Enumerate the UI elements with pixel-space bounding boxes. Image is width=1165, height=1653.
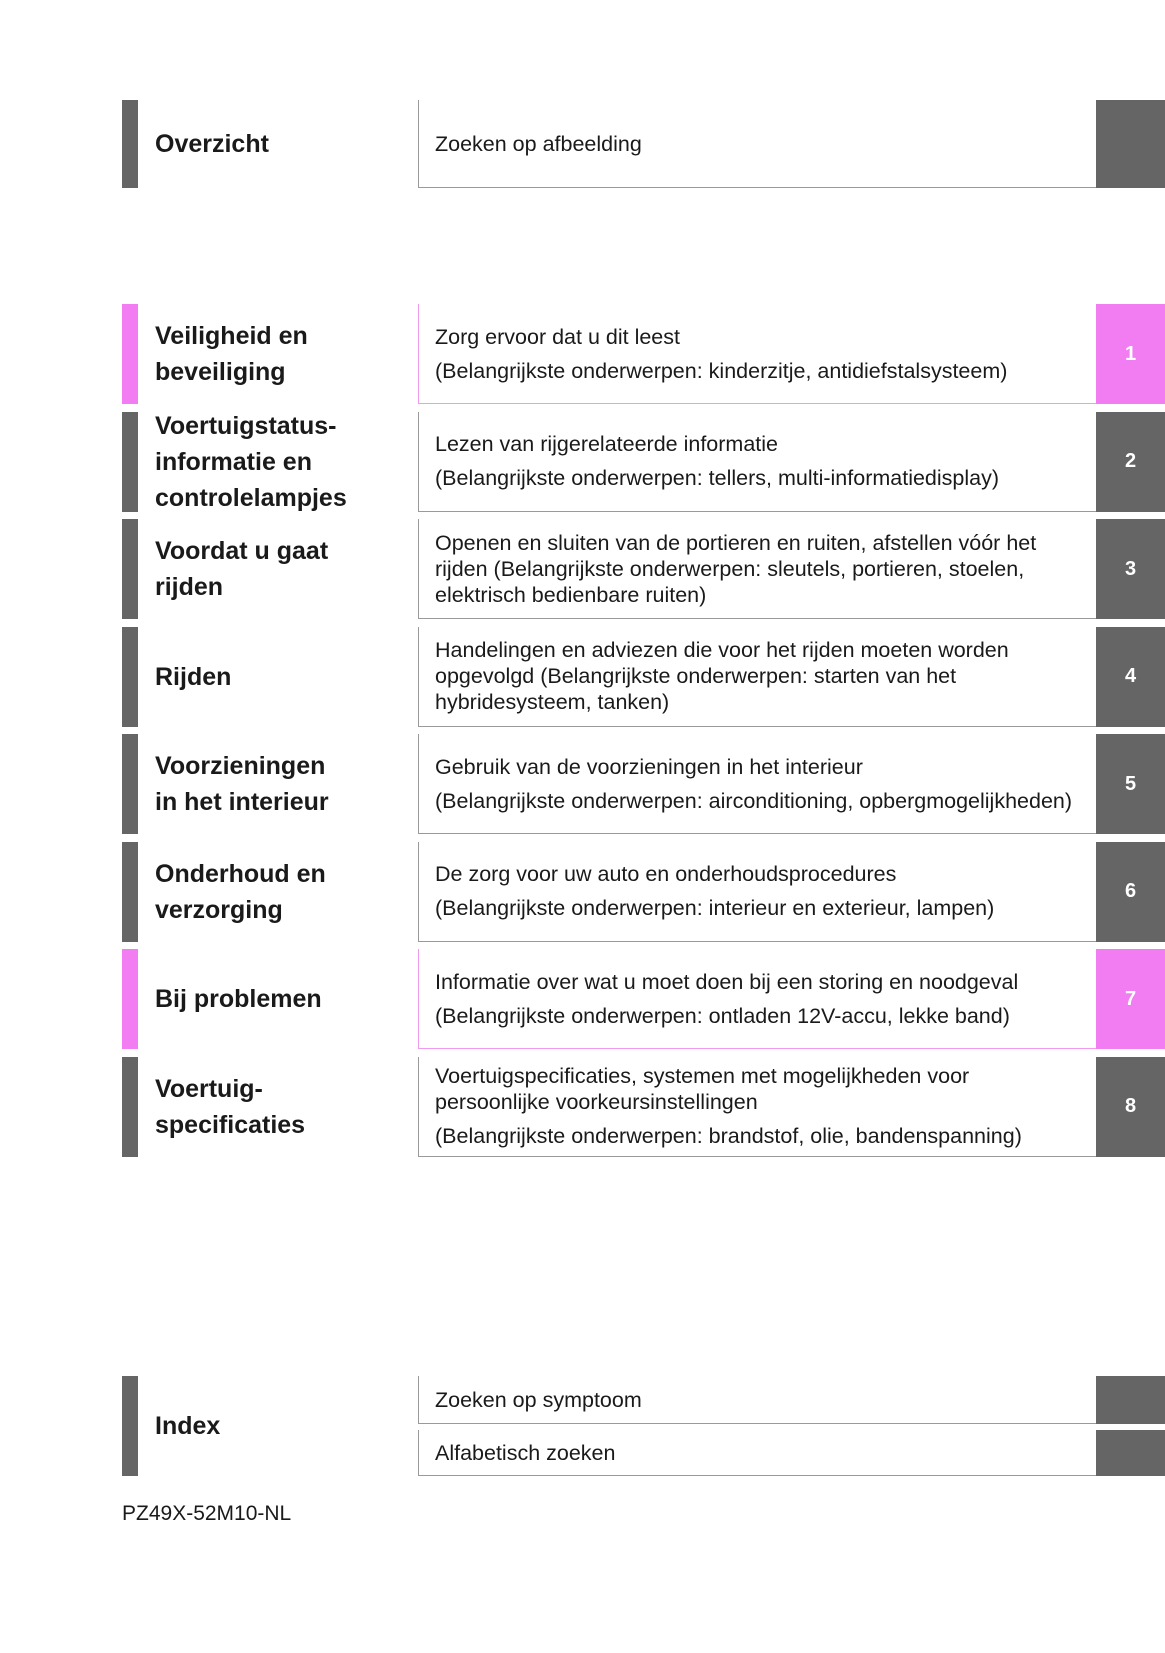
chapter-title-line: controlelampjes <box>155 483 347 512</box>
chapter-left-bar <box>122 627 138 727</box>
chapter-description-main: Lezen van rijgerelateerde informatie <box>435 432 779 456</box>
chapter-title-lines <box>155 408 347 516</box>
chapter-title-lines <box>155 318 308 390</box>
chapter-description-main: Openen en sluiten van de portieren en ruiten, afstellen vóór het rijden (Belangrijkste onderwerpen: sleutels, portieren, stoelen, elektrisch bedienbare ruiten) <box>435 530 1037 607</box>
chapter-tab-5[interactable]: 5 <box>1096 734 1165 834</box>
index-title: Index <box>155 1412 221 1440</box>
index-row <box>0 1376 1165 1476</box>
chapter-title[interactable] <box>155 949 405 1049</box>
overview-row[interactable] <box>0 100 1165 188</box>
chapter-row-6[interactable] <box>0 842 1165 942</box>
chapter-title-line: Voertuig- <box>155 1074 263 1103</box>
chapter-description-topics: (Belangrijkste onderwerpen: ontladen 12V-accu, lekke band) <box>435 1003 1010 1028</box>
chapter-left-bar <box>122 519 138 619</box>
chapter-description-main: Zorg ervoor dat u dit leest <box>435 324 680 349</box>
index-left-bar <box>122 1376 138 1476</box>
chapter-tab-4[interactable]: 4 <box>1096 627 1165 727</box>
chapter-title[interactable] <box>155 412 405 512</box>
chapter-description[interactable] <box>418 1057 1096 1157</box>
chapter-title-line: Onderhoud en <box>155 859 326 888</box>
chapter-title[interactable] <box>155 1057 405 1157</box>
index-item-symptom-tab[interactable] <box>1096 1376 1165 1424</box>
chapter-row-8[interactable] <box>0 1057 1165 1157</box>
chapter-row-4[interactable] <box>0 627 1165 727</box>
chapter-description-main: Voertuigspecificaties, systemen met mogelijkheden voor persoonlijke voorkeursinstellingen <box>435 1064 970 1114</box>
overview-tab[interactable] <box>1096 100 1165 188</box>
chapter-tab-8[interactable]: 8 <box>1096 1057 1165 1157</box>
chapter-description-main: Handelingen en adviezen die voor het rijden moeten worden opgevolgd (Belangrijkste onderwerpen: starten van het hybridesysteem, tanken) <box>435 638 1009 714</box>
chapter-title-line: Voertuigstatus- <box>155 411 337 440</box>
document-code: PZ49X-52M10-NL <box>122 1502 292 1525</box>
chapter-title-line: specificaties <box>155 1110 306 1139</box>
chapter-row-3[interactable] <box>0 519 1165 619</box>
overview-description-text: Zoeken op afbeelding <box>435 131 642 156</box>
overview-title: Overzicht <box>155 130 269 158</box>
overview-left-bar <box>122 100 138 188</box>
chapter-description-topics: (Belangrijkste onderwerpen: interieur en exterieur, lampen) <box>435 896 995 920</box>
chapter-title-line: Veiligheid en <box>155 322 308 350</box>
chapter-description-main: Gebruik van de voorzieningen in het interieur <box>435 754 863 779</box>
chapter-title-lines <box>155 748 329 820</box>
chapter-row-5[interactable] <box>0 734 1165 834</box>
index-item-symptom-label: Zoeken op symptoom <box>435 1387 642 1412</box>
chapter-left-bar <box>122 949 138 1049</box>
chapter-title[interactable] <box>155 627 405 727</box>
index-item-alphabetic-tab[interactable] <box>1096 1430 1165 1476</box>
chapter-tab-2[interactable]: 2 <box>1096 412 1165 512</box>
index-item-alphabetic-cell[interactable] <box>418 1430 1096 1476</box>
chapter-description-topics: (Belangrijkste onderwerpen: brandstof, olie, bandenspanning) <box>435 1124 1022 1148</box>
chapter-description[interactable] <box>418 627 1096 727</box>
chapter-description[interactable] <box>418 949 1096 1049</box>
chapter-title-line: Voordat u gaat <box>155 537 329 565</box>
index-item-symptom[interactable] <box>418 1376 1165 1424</box>
chapter-title-lines <box>155 659 231 695</box>
chapter-title-line: beveiliging <box>155 358 286 386</box>
chapter-title[interactable] <box>155 304 405 404</box>
chapter-description-topics: (Belangrijkste onderwerpen: airconditioning, opbergmogelijkheden) <box>435 788 1073 813</box>
chapter-description-main: Informatie over wat u moet doen bij een storing en noodgeval <box>435 969 1019 994</box>
overview-description[interactable] <box>418 100 1096 188</box>
chapter-left-bar <box>122 304 138 404</box>
chapter-description[interactable] <box>418 519 1096 619</box>
chapter-description[interactable] <box>418 842 1096 942</box>
index-item-symptom-cell[interactable] <box>418 1376 1096 1424</box>
chapter-row-2[interactable] <box>0 412 1165 512</box>
chapter-title-lines <box>155 856 326 928</box>
chapter-description[interactable] <box>418 304 1096 404</box>
chapter-description[interactable] <box>418 412 1096 512</box>
chapter-left-bar <box>122 842 138 942</box>
chapter-description-topics: (Belangrijkste onderwerpen: kinderzitje, antidiefstalsysteem) <box>435 358 1008 383</box>
chapter-left-bar <box>122 1057 138 1157</box>
chapter-row-1[interactable] <box>0 304 1165 404</box>
chapter-title-line: Bij problemen <box>155 985 322 1013</box>
chapter-left-bar <box>122 734 138 834</box>
chapter-title[interactable] <box>155 734 405 834</box>
chapter-description-main: De zorg voor uw auto en onderhoudsprocedures <box>435 862 897 886</box>
chapter-title[interactable] <box>155 519 405 619</box>
chapter-tab-1[interactable]: 1 <box>1096 304 1165 404</box>
chapter-title-line: in het interieur <box>155 788 329 816</box>
chapter-title[interactable] <box>155 842 405 942</box>
chapter-row-7[interactable] <box>0 949 1165 1049</box>
chapter-tab-6[interactable]: 6 <box>1096 842 1165 942</box>
chapter-tab-7[interactable]: 7 <box>1096 949 1165 1049</box>
chapter-title-line: verzorging <box>155 895 283 924</box>
chapter-description[interactable] <box>418 734 1096 834</box>
index-item-alphabetic-label: Alfabetisch zoeken <box>435 1440 616 1465</box>
chapter-title-line: informatie en <box>155 447 312 476</box>
chapter-left-bar <box>122 412 138 512</box>
chapter-title-lines <box>155 533 328 605</box>
chapter-title-line: Voorzieningen <box>155 752 326 780</box>
chapter-description-topics: (Belangrijkste onderwerpen: tellers, multi-informatiedisplay) <box>435 466 1000 490</box>
chapter-title-line: rijden <box>155 573 224 601</box>
chapter-tab-3[interactable]: 3 <box>1096 519 1165 619</box>
index-item-alphabetic[interactable] <box>418 1430 1165 1476</box>
chapter-title-lines <box>155 981 322 1017</box>
chapter-title-line: Rijden <box>155 662 232 691</box>
chapter-title-lines <box>155 1071 305 1143</box>
